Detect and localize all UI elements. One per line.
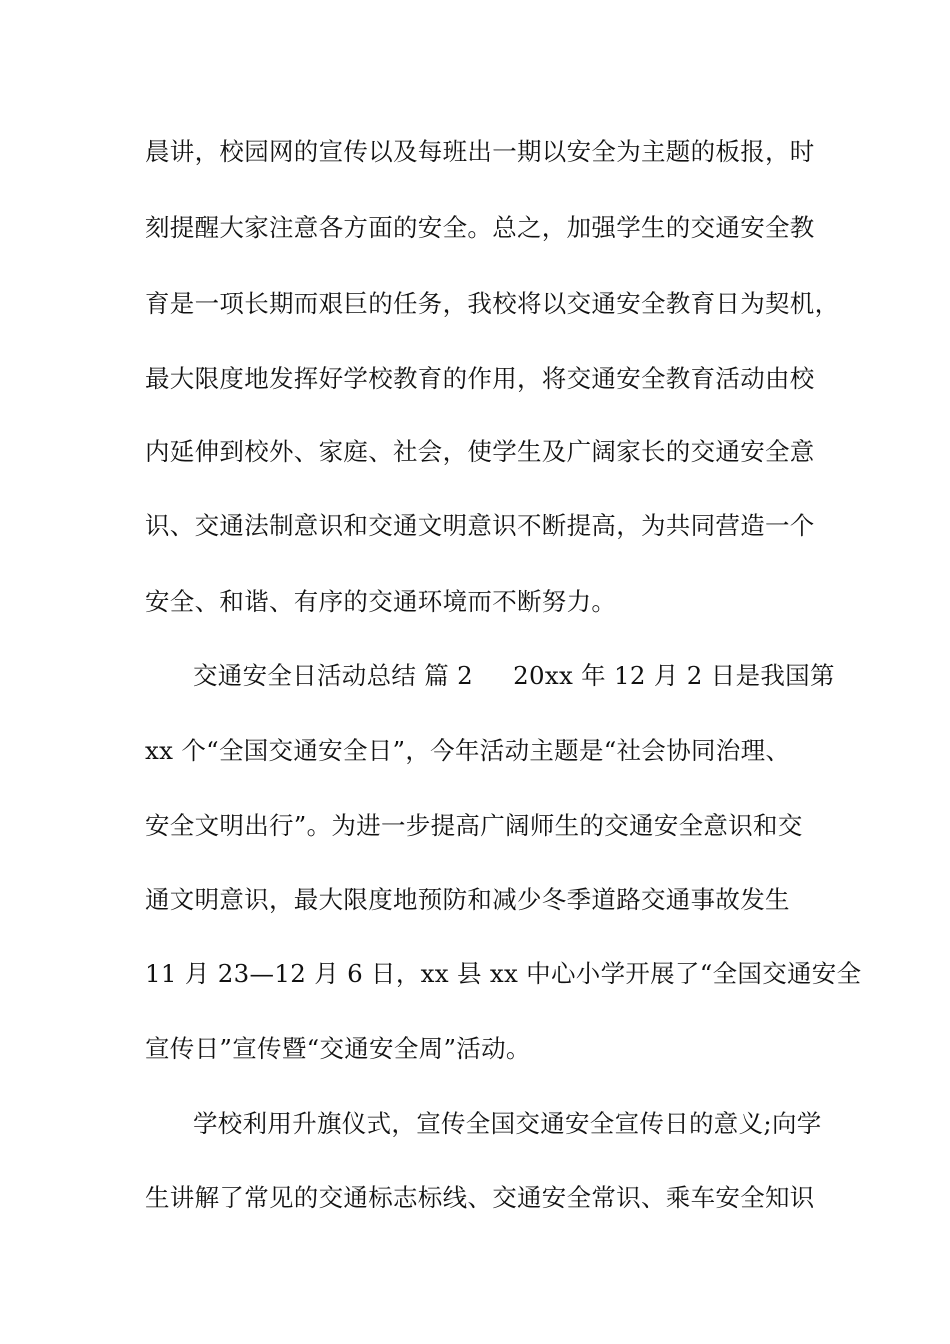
text-line: 识、交通法制意识和交通文明意识不断提高，为共同营造一个 [145,511,815,540]
text-line: xx 个“全国交通安全日”，今年活动主题是“社会协同治理、 [145,736,791,765]
text-line: 最大限度地发挥好学校教育的作用，将交通安全教育活动由校 [145,364,815,393]
text-line: 安全文明出行”。为进一步提高广阔师生的交通安全意识和交 [145,811,803,840]
paragraph-first-line: 学校利用升旗仪式，宣传全国交通安全宣传日的意义;向学 [193,1109,822,1138]
text-line: 安全、和谐、有序的交通环境而不断努力。 [145,587,617,616]
text-line: 生讲解了常见的交通标志标线、交通安全常识、乘车安全知识 [145,1183,815,1212]
section-first-line: 20xx 年 12 月 2 日是我国第 [513,661,835,690]
text-line: 宣传日”宣传暨“交通安全周”活动。 [145,1034,531,1063]
text-line: 内延伸到校外、家庭、社会，使学生及广阔家长的交通安全意 [145,437,815,466]
text-line: 育是一项长期而艰巨的任务，我校将以交通安全教育日为契机， [145,289,840,318]
text-line: 通文明意识，最大限度地预防和减少冬季道路交通事故发生 [145,885,790,914]
section-heading-line [193,661,835,691]
text-line: 晨讲，校园网的宣传以及每班出一期以安全为主题的板报，时 [145,137,815,166]
text-line: 11 月 23—12 月 6 日，xx 县 xx 中心小学开展了“全国交通安全 [145,959,862,988]
text-line: 刻提醒大家注意各方面的安全。总之，加强学生的交通安全教 [145,213,815,242]
section-heading: 交通安全日活动总结 篇 2 [193,661,474,690]
